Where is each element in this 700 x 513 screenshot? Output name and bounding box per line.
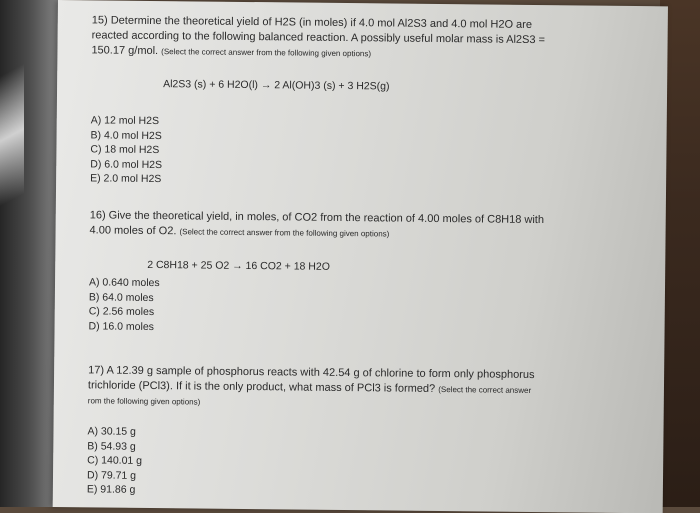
- light-reflection: [0, 64, 24, 207]
- question-15-equation: Al2S3 (s) + 6 H2O(l) → 2 Al(OH)3 (s) + 3 H2S(g): [163, 78, 390, 93]
- question-16-options: [89, 275, 160, 334]
- question-16-line2: 4.00 moles of O2. (Select the correct answer from the following given options): [89, 224, 390, 239]
- question-15-line2: reacted according to the following balanced reaction. A possibly useful molar mass is Al2S3 =: [91, 29, 546, 47]
- option-15-a[interactable]: A) 12 mol H2S: [90, 114, 160, 128]
- option-16-d[interactable]: D) 16.0 moles: [88, 319, 155, 333]
- option-17-e[interactable]: E) 91.86 g: [86, 483, 136, 496]
- question-15-line1: 15) Determine the theoretical yield of H2S (in moles) if 4.0 mol Al2S3 and 4.0 mol H2O are: [91, 14, 533, 31]
- option-16-c[interactable]: C) 2.56 moles: [88, 305, 155, 319]
- question-16-line1: 16) Give the theoretical yield, in moles, of CO2 from the reaction of 4.00 moles of C8H18 with: [89, 209, 545, 227]
- question-15-options: [90, 113, 163, 186]
- question-15-line3: 150.17 g/mol. (Select the correct answer from the following given options): [91, 44, 372, 59]
- option-17-a[interactable]: A) 30.15 g: [87, 425, 136, 438]
- question-17-note-continued: rom the following given options): [87, 396, 201, 407]
- worksheet-paper: [53, 0, 668, 513]
- option-17-c[interactable]: C) 140.01 g: [87, 454, 143, 467]
- question-16: [90, 208, 660, 244]
- question-16-equation: 2 C8H18 + 25 O2 → 16 CO2 + 18 H2O: [147, 258, 330, 273]
- question-17-options: [87, 424, 143, 497]
- option-16-b[interactable]: B) 64.0 moles: [88, 290, 154, 304]
- question-17: [88, 363, 658, 414]
- option-15-d[interactable]: D) 6.0 mol H2S: [90, 157, 163, 171]
- question-17-line1: 17) A 12.39 g sample of phosphorus reacts with 42.54 g of chlorine to form only phosphorus: [88, 364, 535, 382]
- question-15: [91, 13, 661, 64]
- option-17-d[interactable]: D) 79.71 g: [86, 468, 137, 482]
- question-17-line2: trichloride (PCl3). If it is the only product, what mass of PCl3 is formed? (Select the correct answer: [87, 379, 532, 395]
- option-17-b[interactable]: B) 54.93 g: [87, 439, 136, 453]
- option-15-b[interactable]: B) 4.0 mol H2S: [90, 128, 162, 142]
- option-15-e[interactable]: E) 2.0 mol H2S: [90, 172, 162, 186]
- option-16-a[interactable]: A) 0.640 moles: [88, 276, 160, 290]
- option-15-c[interactable]: C) 18 mol H2S: [90, 143, 160, 157]
